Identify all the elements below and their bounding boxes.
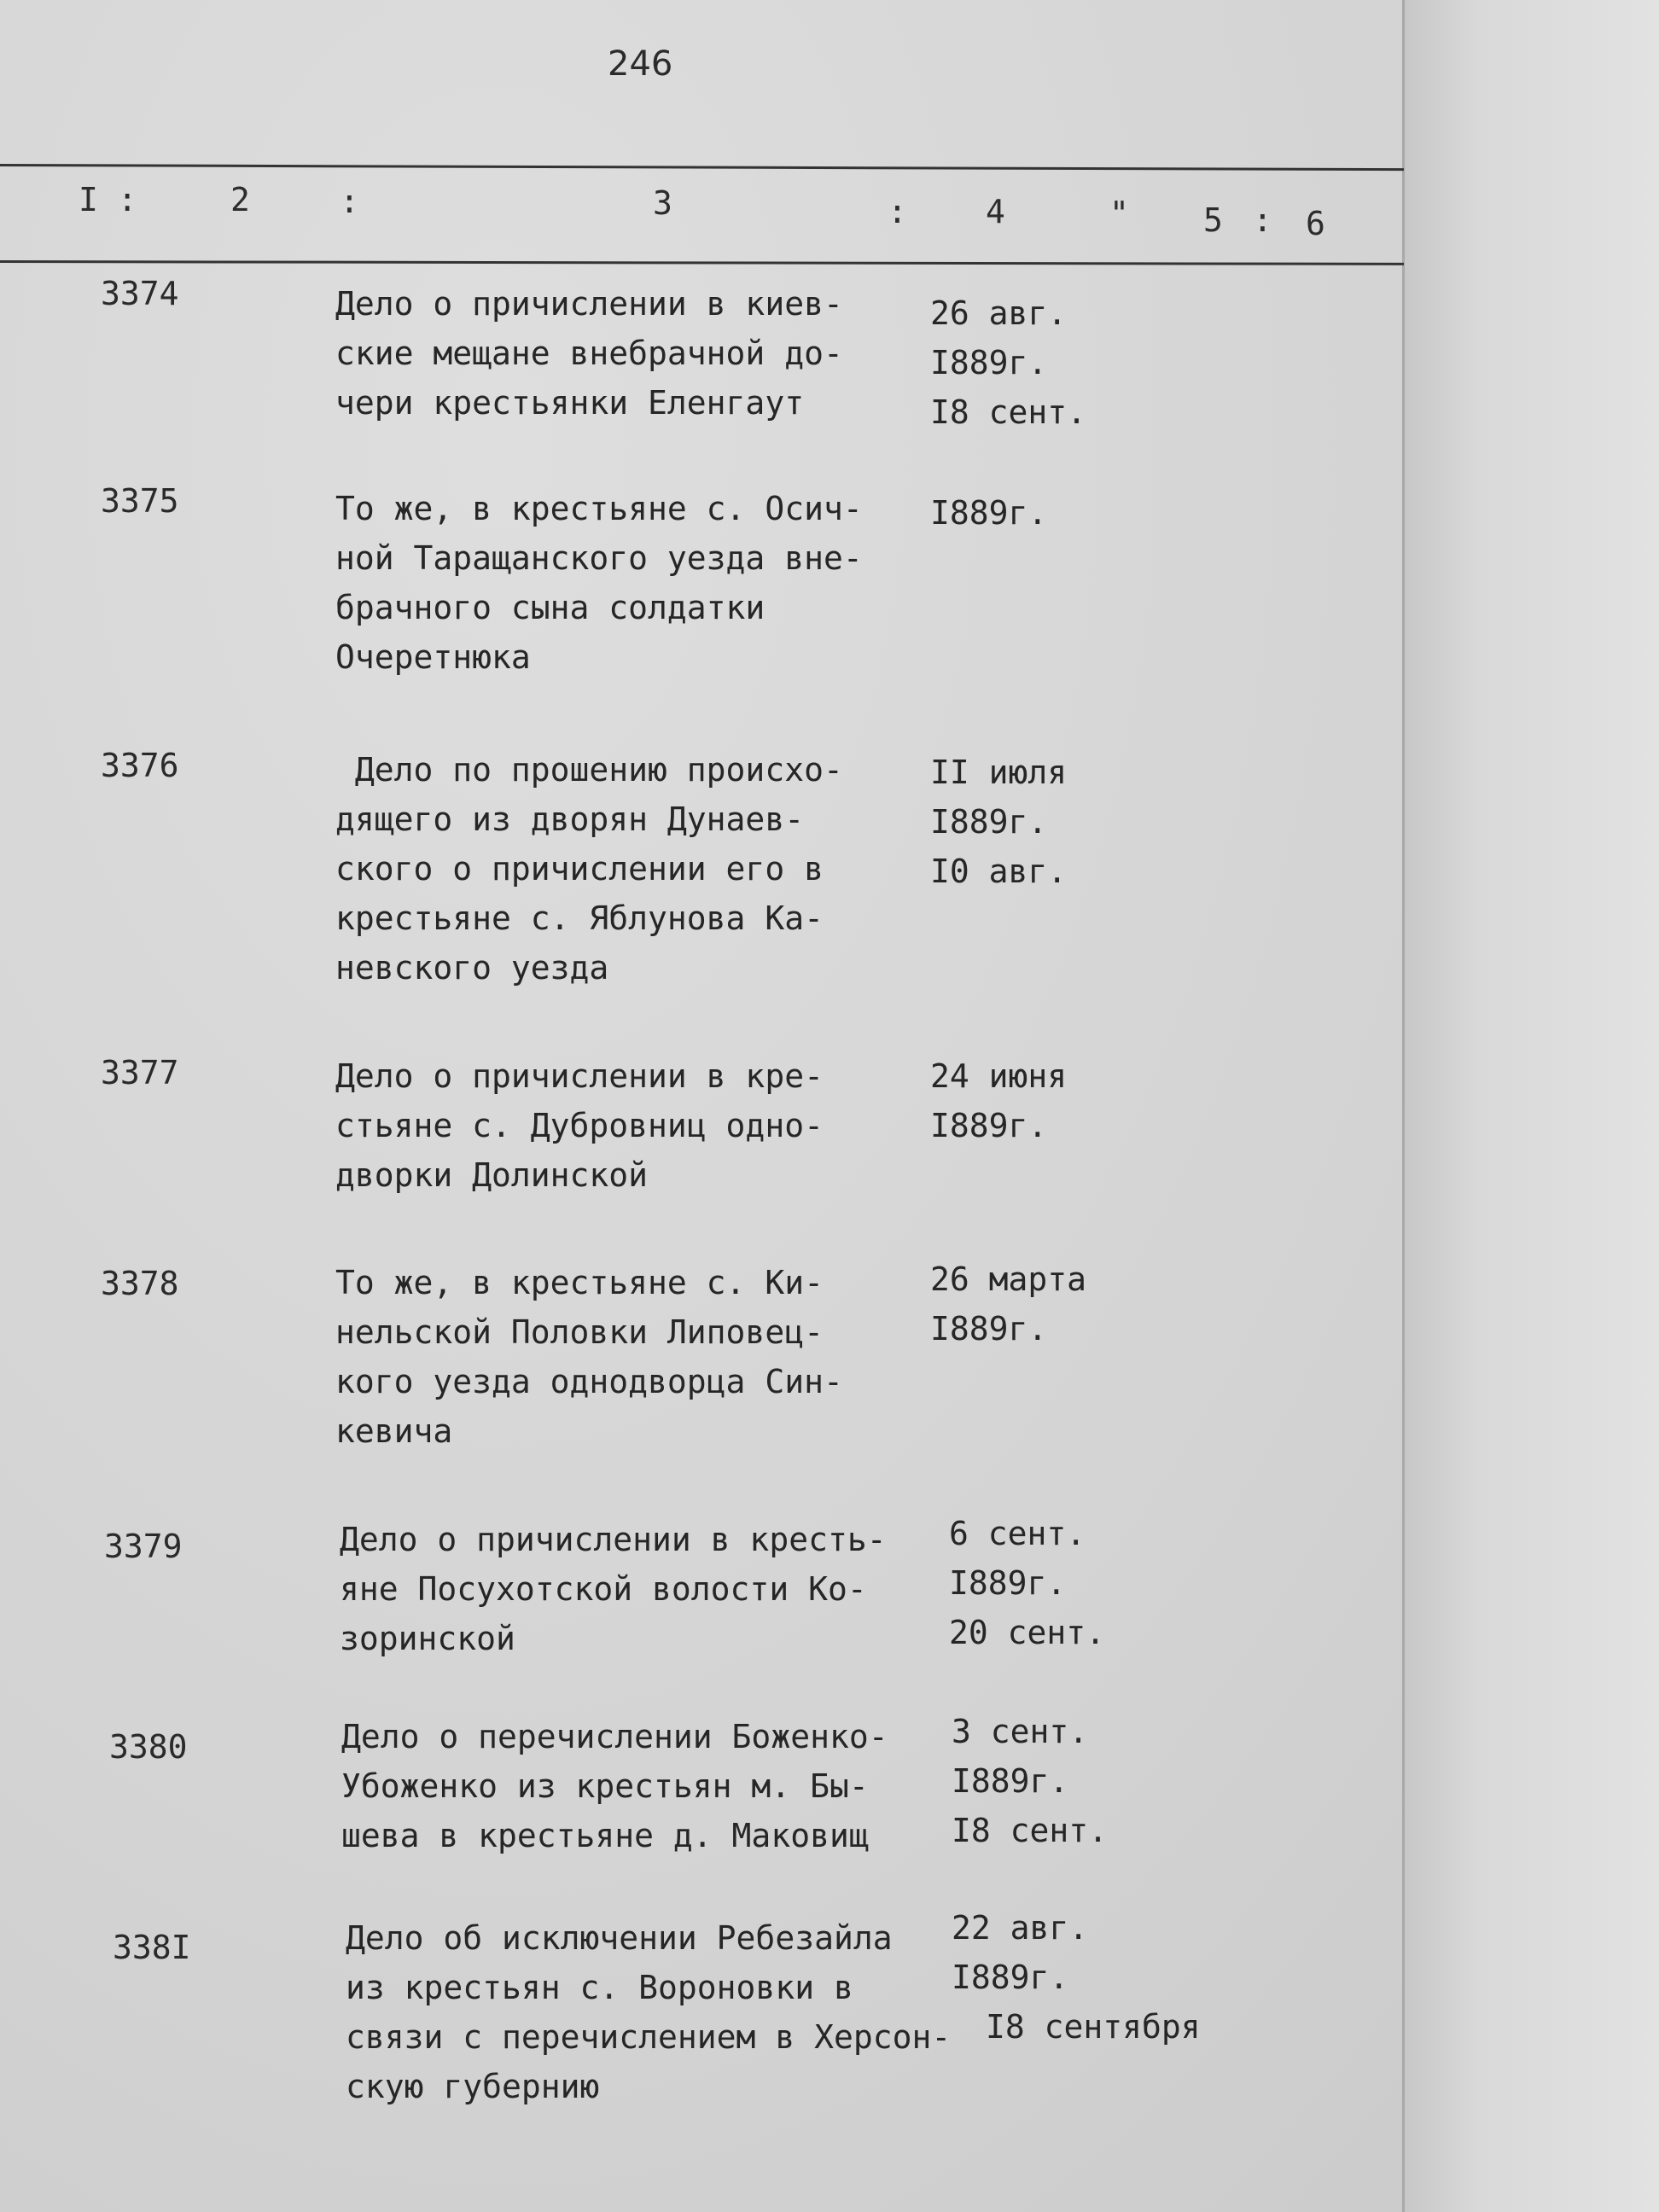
date-line: I889г.	[930, 1107, 1048, 1144]
column-header-6: 6	[1306, 205, 1325, 242]
record-number: 3377	[101, 1054, 179, 1091]
description-line: скую губернию	[346, 2068, 600, 2105]
record-number: 3376	[101, 747, 179, 784]
record-number: 338I	[113, 1929, 191, 1966]
record-dates	[930, 748, 1067, 896]
date-line: 6 сент.	[949, 1515, 1086, 1552]
column-header-5: 5	[1203, 201, 1223, 239]
description-line: кого уезда однодворца Син-	[335, 1363, 843, 1400]
record-dates	[952, 1903, 1201, 2052]
description-line: стьяне с. Дубровниц одно-	[335, 1107, 824, 1144]
date-line: I0 авг.	[930, 853, 1068, 890]
date-line: I889г.	[952, 1959, 1069, 1996]
record-dates	[930, 1051, 1067, 1150]
date-line: I889г.	[930, 344, 1048, 381]
description-line: ского о причислении его в	[335, 850, 824, 888]
page-number: 246	[608, 44, 673, 84]
date-line: 22 авг.	[952, 1909, 1089, 1947]
description-line: дворки Долинской	[335, 1156, 649, 1194]
description-line: Дело по прошению происхо-	[335, 751, 843, 789]
date-line: II июля	[930, 754, 1068, 791]
description-line: яне Посухотской волости Ко-	[340, 1570, 867, 1608]
description-line: Дело о причислении в кресть-	[340, 1521, 887, 1558]
record-number: 3378	[101, 1265, 179, 1302]
description-line: ной Таращанского уезда вне-	[335, 539, 863, 577]
record-number: 3379	[104, 1528, 183, 1565]
description-line: кевича	[335, 1412, 453, 1450]
date-line: 20 сент.	[949, 1614, 1106, 1651]
record-number: 3375	[101, 482, 179, 520]
record-description	[335, 1051, 950, 1200]
record-description	[335, 1258, 950, 1456]
description-line: Убоженко из крестьян м. Бы-	[341, 1767, 869, 1805]
date-line: 26 марта	[930, 1260, 1087, 1298]
record-dates	[930, 1254, 1086, 1353]
record-dates	[930, 288, 1086, 437]
date-line: I8 сентября	[986, 2008, 1201, 2046]
record-number: 3374	[101, 275, 179, 312]
description-line: нельской Половки Липовец-	[335, 1313, 824, 1351]
page-edge-shadow	[1404, 0, 1659, 2212]
record-description	[335, 484, 950, 682]
date-line: I889г.	[930, 1310, 1048, 1348]
record-description	[346, 1913, 960, 2111]
column-header-1: I :	[79, 181, 137, 218]
description-line: крестьяне с. Яблунова Ка-	[335, 899, 824, 937]
record-description	[335, 279, 950, 428]
record-dates	[949, 1509, 1105, 1657]
record-description	[341, 1712, 956, 1860]
description-line: ские мещане внебрачной до-	[335, 335, 843, 372]
description-line: Очеретнюка	[335, 638, 531, 676]
header-rule-bottom	[0, 260, 1404, 265]
column-header-2: 2	[230, 181, 250, 218]
page-edge-line	[1402, 0, 1405, 2212]
column-header-3: 3	[653, 184, 672, 222]
record-number: 3380	[109, 1728, 188, 1766]
description-line: дящего из дворян Дунаев-	[335, 800, 805, 838]
description-line: из крестьян с. Вороновки в	[346, 1969, 853, 2006]
description-line: связи с перечислением в Херсон-	[346, 2018, 952, 2056]
date-line: I889г.	[930, 803, 1048, 841]
description-line: чери крестьянки Еленгаут	[335, 384, 805, 422]
description-line: невского уезда	[335, 949, 609, 987]
description-line: брачного сына солдатки	[335, 589, 765, 626]
record-description	[340, 1515, 954, 1663]
description-line: Дело о перечислении Боженко-	[341, 1718, 888, 1755]
description-line: Дело о причислении в киев-	[335, 285, 843, 323]
date-line: I8 сент.	[930, 393, 1087, 431]
date-line: 26 авг.	[930, 294, 1068, 332]
description-line: Дело об исключении Ребезайла	[346, 1919, 893, 1957]
description-line: шева в крестьяне д. Маковищ	[341, 1817, 869, 1854]
date-line: I889г.	[949, 1564, 1067, 1602]
description-line: То же, в крестьяне с. Ки-	[335, 1264, 824, 1301]
date-line: I889г.	[952, 1762, 1069, 1800]
date-line: 3 сент.	[952, 1713, 1089, 1750]
column-separator-2: :	[888, 193, 907, 230]
date-line: 24 июня	[930, 1057, 1068, 1095]
header-rule-top	[0, 164, 1404, 171]
description-line: Дело о причислении в кре-	[335, 1057, 824, 1095]
description-line: зоринской	[340, 1620, 515, 1657]
record-description	[335, 745, 950, 992]
column-separator-1: :	[340, 183, 359, 220]
record-dates	[952, 1707, 1108, 1855]
record-dates	[930, 488, 1047, 538]
date-line: I889г.	[930, 494, 1048, 532]
description-line: То же, в крестьяне с. Осич-	[335, 490, 863, 527]
column-header-4: 4	[986, 193, 1005, 230]
date-line: I8 сент.	[952, 1812, 1109, 1849]
column-separator-3: "	[1109, 195, 1129, 232]
column-separator-4: :	[1253, 201, 1272, 239]
